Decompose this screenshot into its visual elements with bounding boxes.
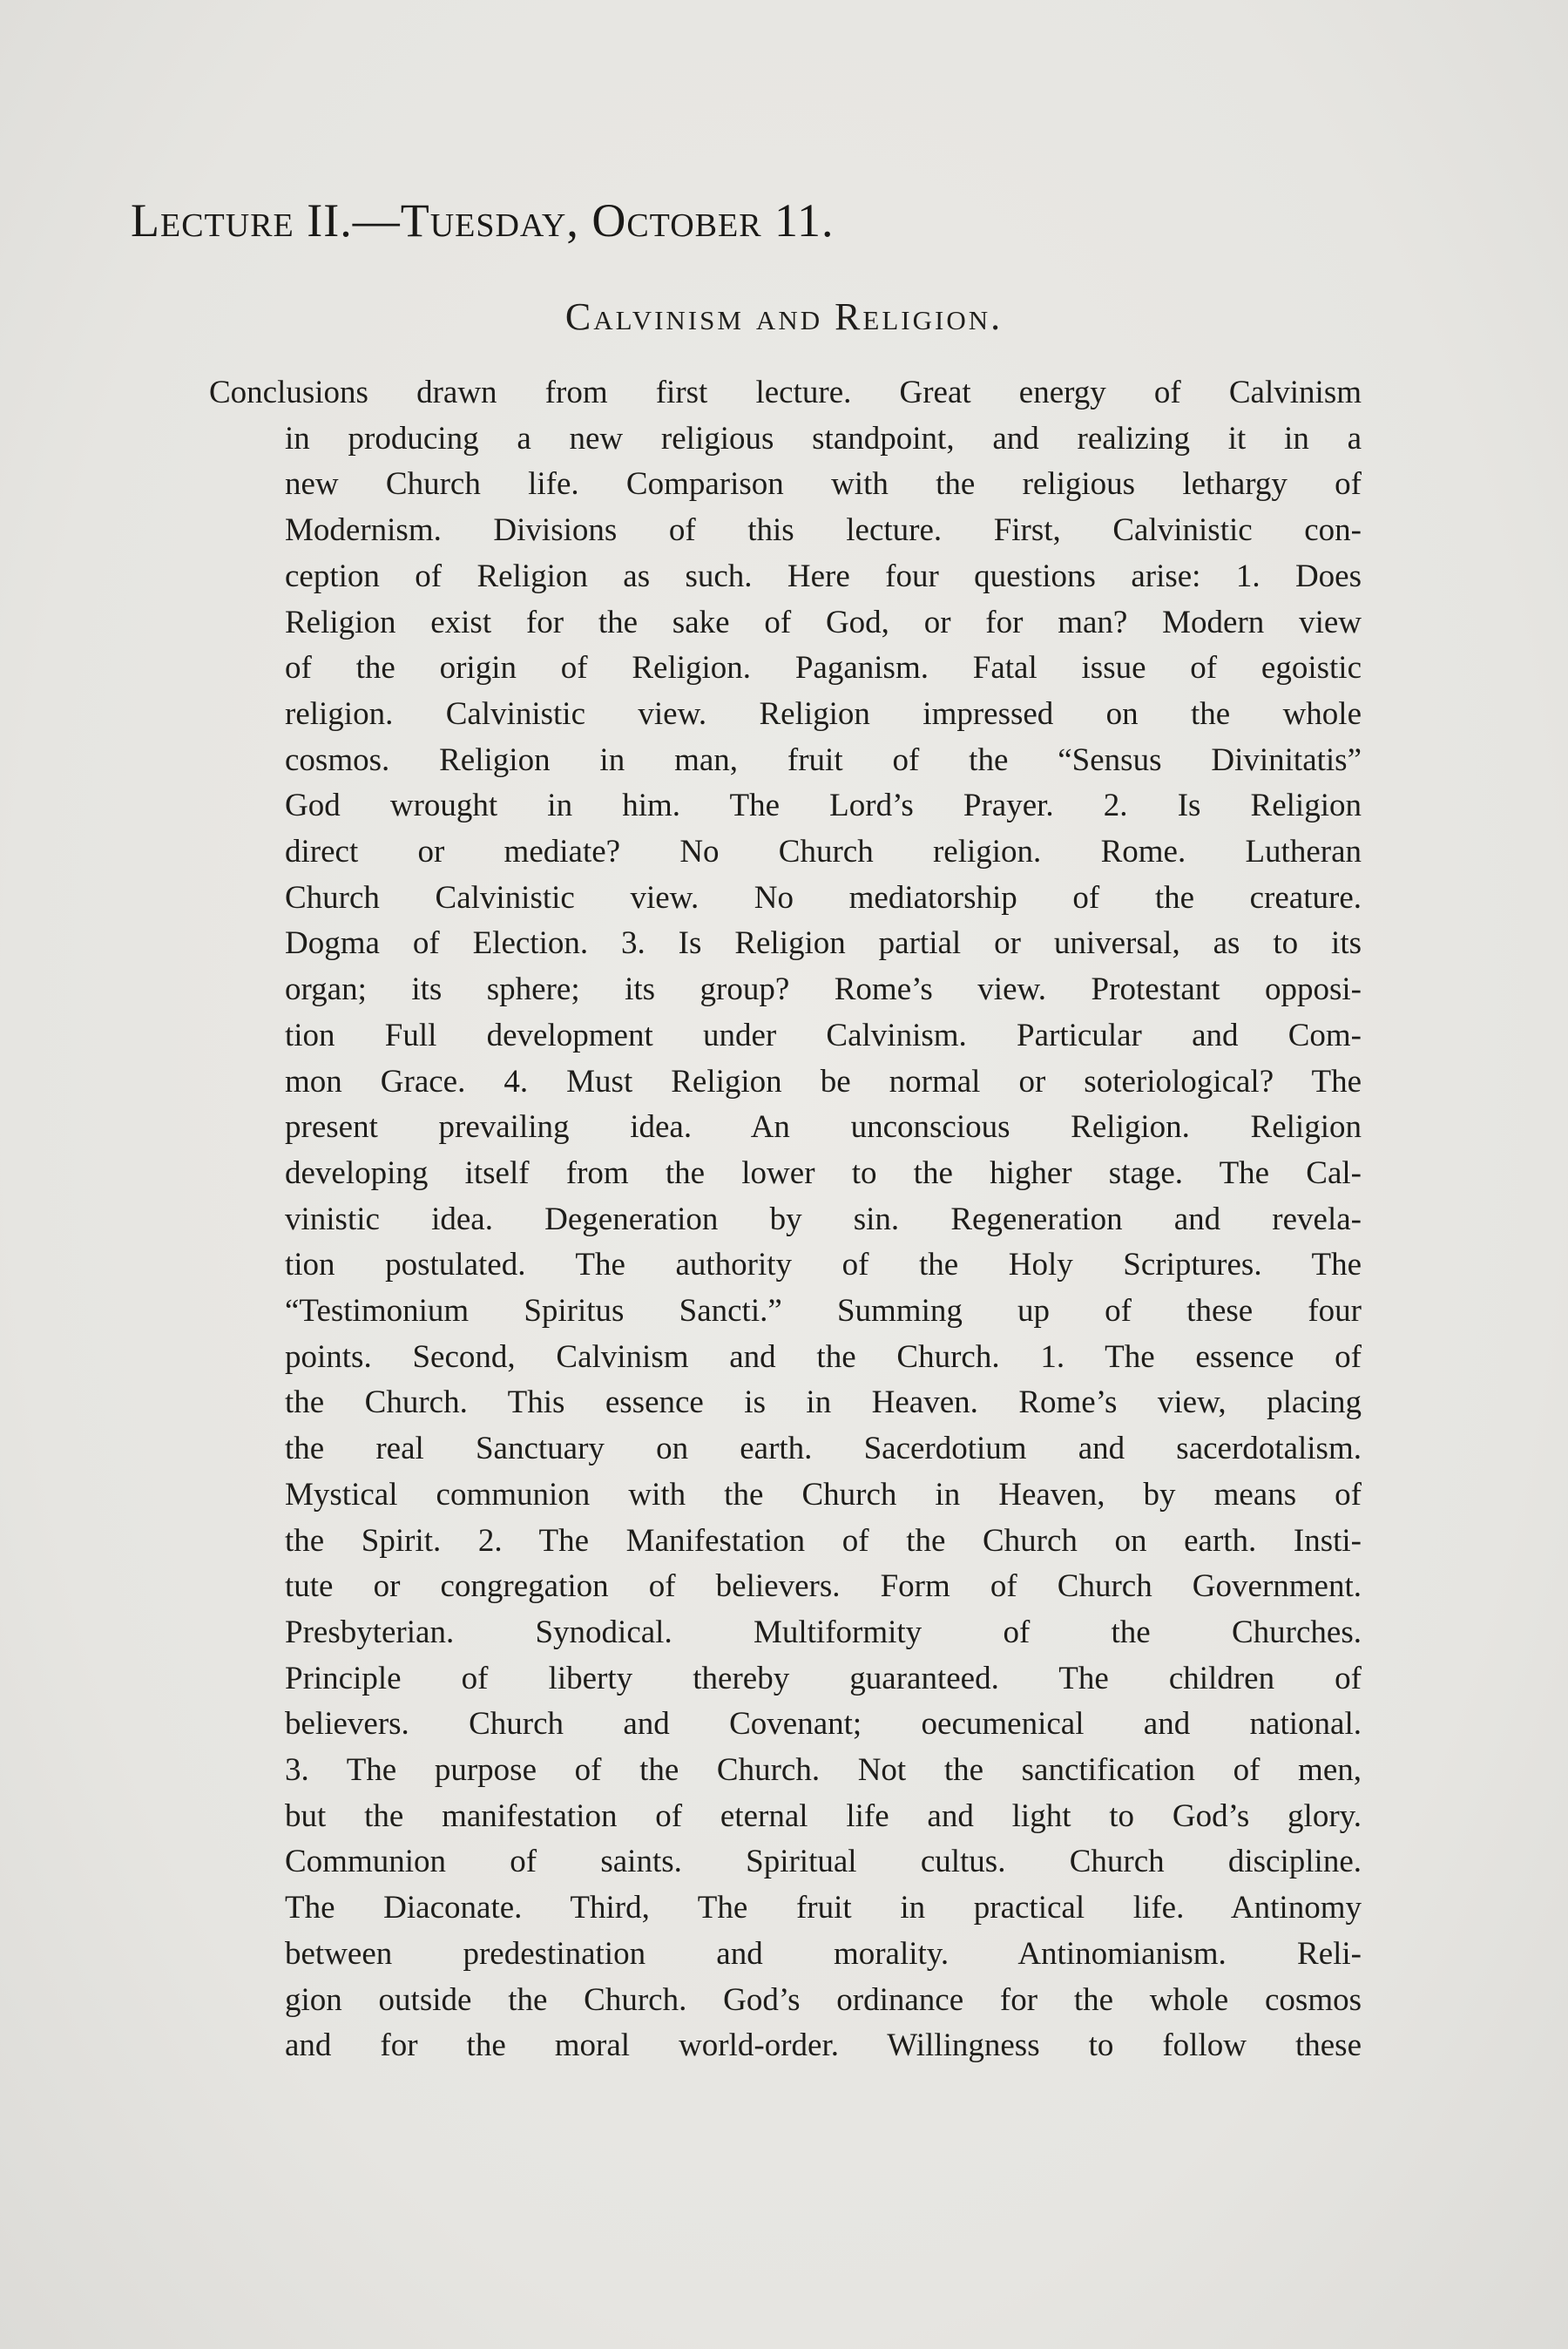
text-line: the real Sanctuary on earth. Sacerdotium and sacerdotalism. [285, 1431, 1362, 1467]
text-line: Conclusions drawn from first lecture. Great energy of Calvinism [209, 375, 1362, 410]
text-line: Modernism. Divisions of this lecture. First, Calvinistic con- [285, 512, 1362, 549]
text-line: tute or congregation of believers. Form of Church Government. [285, 1568, 1362, 1605]
text-line: Presbyterian. Synodical. Multiformity of the Churches. [285, 1614, 1362, 1650]
text-line: points. Second, Calvinism and the Church. 1. The essence of [285, 1338, 1362, 1375]
text-line: organ; its sphere; its group? Rome’s view. Protestant opposi- [285, 971, 1362, 1008]
text-line: God wrought in him. The Lord’s Prayer. 2. Is Religion [285, 788, 1362, 824]
text-line: between predestination and morality. Antinomianism. Reli- [285, 1935, 1362, 1972]
text-line: new Church life. Comparison with the religious lethargy of [285, 466, 1362, 503]
text-line: “Testimonium Spiritus Sancti.” Summing up of these four [285, 1293, 1362, 1329]
text-line: direct or mediate? No Church religion. Rome. Lutheran [285, 834, 1362, 870]
text-line: developing itself from the lower to the higher stage. The Cal- [285, 1154, 1362, 1191]
lecture-subtitle: Calvinism and Religion. [564, 295, 1004, 338]
text-line: Religion exist for the sake of God, or for man? Modern view [285, 604, 1362, 640]
text-line: religion. Calvinistic view. Religion impressed on the whole [285, 695, 1362, 732]
text-line: Mystical communion with the Church in Heaven, by means of [285, 1476, 1362, 1513]
text-line: the Church. This essence is in Heaven. Rome’s view, placing [285, 1384, 1362, 1421]
text-line: Dogma of Election. 3. Is Religion partial or universal, as to its [285, 925, 1362, 962]
text-line: tion Full development under Calvinism. Particular and Com- [285, 1017, 1362, 1053]
text-line: in producing a new religious standpoint, and realizing it in a [285, 420, 1362, 457]
text-line: but the manifestation of eternal life and light to God’s glory. [285, 1797, 1362, 1834]
text-line: vinistic idea. Degeneration by sin. Regeneration and revela- [285, 1201, 1362, 1237]
text-line: cosmos. Religion in man, fruit of the “Sensus Divinitatis” [285, 741, 1362, 778]
text-line: Church Calvinistic view. No mediatorship of the creature. [285, 879, 1362, 916]
text-line: ception of Religion as such. Here four questions arise: 1. Does [285, 558, 1362, 594]
text-line: and for the moral world-order. Willingness to follow these [285, 2027, 1362, 2064]
text-line: of the origin of Religion. Paganism. Fatal issue of egoistic [285, 650, 1362, 687]
text-line: mon Grace. 4. Must Religion be normal or soteriological? The [285, 1063, 1362, 1100]
text-line: present prevailing idea. An unconscious Religion. Religion [285, 1109, 1362, 1146]
text-line: Principle of liberty thereby guaranteed. The children of [285, 1660, 1362, 1696]
text-line: 3. The purpose of the Church. Not the sanctification of men, [285, 1752, 1362, 1788]
text-line: tion postulated. The authority of the Holy Scriptures. The [285, 1247, 1362, 1283]
lecture-heading: Lecture II.—Tuesday, October 11. [131, 194, 835, 247]
text-line: gion outside the Church. God’s ordinance for the whole cosmos [285, 1981, 1362, 2018]
text-line: the Spirit. 2. The Manifestation of the Church on earth. Insti- [285, 1522, 1362, 1559]
text-line: Communion of saints. Spiritual cultus. Church discipline. [285, 1844, 1362, 1880]
text-line: The Diaconate. Third, The fruit in practical life. Antinomy [285, 1890, 1362, 1926]
text-line: believers. Church and Covenant; oecumenical and national. [285, 1706, 1362, 1743]
